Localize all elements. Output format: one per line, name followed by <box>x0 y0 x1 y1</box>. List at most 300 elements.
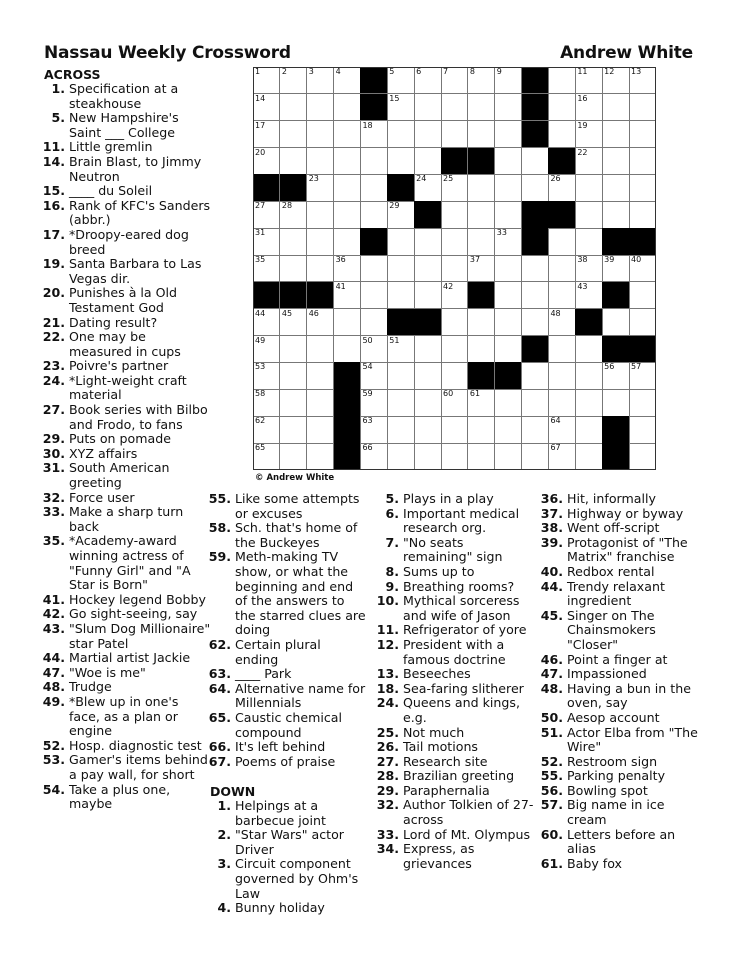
clue-text: Book series with Bilbo and Frodo, to fans <box>69 402 208 432</box>
grid-cell[interactable] <box>575 174 602 201</box>
grid-cell[interactable] <box>468 174 495 201</box>
clue-text: ____ Park <box>235 666 292 682</box>
grid-cell[interactable] <box>468 416 495 443</box>
grid-block <box>468 148 495 175</box>
cell-number: 33 <box>496 228 507 238</box>
grid-cell[interactable] <box>548 362 575 389</box>
clue-text: Force user <box>69 489 135 505</box>
clue-text: Hit, informally <box>567 491 656 506</box>
clue-number: 62. <box>208 636 231 652</box>
grid-cell[interactable] <box>414 94 441 121</box>
grid-cell[interactable] <box>334 255 361 282</box>
clue-number: 24. <box>376 695 399 711</box>
grid-cell[interactable] <box>307 201 334 228</box>
grid-cell[interactable] <box>307 174 334 201</box>
clue-item <box>375 842 535 871</box>
grid-cell[interactable] <box>387 443 414 470</box>
cell-number: 57 <box>631 362 642 372</box>
clue-item <box>539 507 704 522</box>
grid-cell[interactable] <box>495 255 522 282</box>
grid-cell[interactable] <box>441 67 468 94</box>
grid-cell[interactable] <box>575 67 602 94</box>
grid-cell[interactable] <box>414 67 441 94</box>
grid-cell[interactable] <box>441 336 468 363</box>
clue-item <box>375 536 535 565</box>
grid-cell[interactable] <box>522 389 549 416</box>
clue-text: Hosp. diagnostic test <box>69 737 202 753</box>
grid-cell[interactable] <box>414 255 441 282</box>
grid-cell[interactable] <box>307 255 334 282</box>
grid-cell[interactable] <box>575 336 602 363</box>
grid-cell[interactable] <box>495 67 522 94</box>
grid-cell[interactable] <box>360 362 387 389</box>
grid-cell[interactable] <box>307 416 334 443</box>
clue-text: Bunny holiday <box>235 900 325 916</box>
grid-cell[interactable] <box>334 174 361 201</box>
grid-cell[interactable] <box>360 148 387 175</box>
grid-cell[interactable] <box>468 228 495 255</box>
grid-cell[interactable] <box>495 201 522 228</box>
grid-block <box>602 416 629 443</box>
grid-cell[interactable] <box>468 443 495 470</box>
clue-number: 37. <box>540 505 563 521</box>
grid-cell[interactable] <box>360 282 387 309</box>
grid-cell[interactable] <box>253 94 280 121</box>
grid-cell[interactable] <box>575 94 602 121</box>
grid-cell[interactable] <box>280 362 307 389</box>
grid-cell[interactable] <box>468 201 495 228</box>
grid-cell[interactable] <box>253 336 280 363</box>
clue-item <box>207 492 367 521</box>
clue-number: 50. <box>540 709 563 725</box>
grid-block <box>280 174 307 201</box>
grid-cell[interactable] <box>253 228 280 255</box>
clue-text: Point a finger at <box>567 651 668 667</box>
grid-cell[interactable] <box>414 228 441 255</box>
grid-cell[interactable] <box>575 416 602 443</box>
grid-cell[interactable] <box>495 174 522 201</box>
clue-item <box>41 111 211 140</box>
grid-cell[interactable] <box>334 201 361 228</box>
clue-item <box>41 447 211 462</box>
grid-cell[interactable] <box>387 362 414 389</box>
grid-block <box>602 336 629 363</box>
cell-number: 29 <box>389 201 400 211</box>
grid-cell[interactable] <box>575 255 602 282</box>
grid-cell[interactable] <box>495 282 522 309</box>
grid-cell[interactable] <box>253 309 280 336</box>
grid-cell[interactable] <box>307 94 334 121</box>
grid-cell[interactable] <box>629 389 656 416</box>
grid-cell[interactable] <box>629 121 656 148</box>
grid-cell[interactable] <box>280 67 307 94</box>
grid-cell[interactable] <box>548 336 575 363</box>
grid-cell[interactable] <box>495 121 522 148</box>
clue-text: Specification at a steakhouse <box>69 81 179 111</box>
grid-cell[interactable] <box>441 309 468 336</box>
clue-text: Poivre's partner <box>69 358 169 374</box>
clue-text: Alternative name for Millennials <box>235 680 366 711</box>
grid-cell[interactable] <box>307 389 334 416</box>
grid-cell[interactable] <box>441 228 468 255</box>
clue-text: Puts on pomade <box>69 431 171 447</box>
grid-cell[interactable] <box>307 336 334 363</box>
cell-number: 64 <box>550 416 561 426</box>
grid-block <box>548 201 575 228</box>
grid-cell[interactable] <box>602 389 629 416</box>
grid-cell[interactable] <box>253 121 280 148</box>
grid-cell[interactable] <box>602 255 629 282</box>
clue-text: New Hampshire's Saint ___ College <box>69 110 179 140</box>
grid-cell[interactable] <box>441 362 468 389</box>
grid-cell[interactable] <box>414 148 441 175</box>
cell-number: 39 <box>604 255 615 265</box>
grid-cell[interactable] <box>495 443 522 470</box>
grid-cell[interactable] <box>253 148 280 175</box>
grid-cell[interactable] <box>280 121 307 148</box>
clue-number: 25. <box>376 724 399 740</box>
grid-cell[interactable] <box>387 148 414 175</box>
grid-block <box>334 443 361 470</box>
grid-cell[interactable] <box>602 174 629 201</box>
cell-number: 56 <box>604 362 615 372</box>
clue-text: Having a bun in the oven, say <box>567 680 691 711</box>
grid-cell[interactable] <box>548 67 575 94</box>
grid-cell[interactable] <box>414 443 441 470</box>
grid-cell[interactable] <box>468 309 495 336</box>
grid-cell[interactable] <box>360 255 387 282</box>
grid-block <box>360 94 387 121</box>
grid-cell[interactable] <box>602 94 629 121</box>
clue-number: 40. <box>540 563 563 579</box>
grid-cell[interactable] <box>468 94 495 121</box>
clue-item <box>375 594 535 623</box>
grid-cell[interactable] <box>360 121 387 148</box>
clue-text: Paraphernalia <box>403 782 490 798</box>
grid-cell[interactable] <box>629 416 656 443</box>
clue-item <box>539 667 704 682</box>
grid-cell[interactable] <box>441 121 468 148</box>
grid-cell[interactable] <box>280 148 307 175</box>
grid-cell[interactable] <box>468 389 495 416</box>
grid-cell[interactable] <box>414 336 441 363</box>
cell-number: 3 <box>308 67 314 76</box>
grid-cell[interactable] <box>548 174 575 201</box>
clue-number: 35. <box>42 533 65 549</box>
grid-block <box>414 201 441 228</box>
grid-cell[interactable] <box>441 389 468 416</box>
cell-number: 65 <box>255 443 266 453</box>
clue-item <box>41 184 211 199</box>
grid-cell[interactable] <box>334 121 361 148</box>
cell-number: 50 <box>362 335 373 345</box>
grid-cell[interactable] <box>334 94 361 121</box>
grid-cell[interactable] <box>307 148 334 175</box>
clue-number: 48. <box>42 679 65 695</box>
grid-cell[interactable] <box>629 362 656 389</box>
author-name: Andrew White <box>560 43 693 63</box>
grid-cell[interactable] <box>334 309 361 336</box>
grid-cell[interactable] <box>548 389 575 416</box>
grid-cell[interactable] <box>280 255 307 282</box>
grid-cell[interactable] <box>360 309 387 336</box>
grid-cell[interactable] <box>253 362 280 389</box>
grid-cell[interactable] <box>387 228 414 255</box>
grid-cell[interactable] <box>495 148 522 175</box>
grid-cell[interactable] <box>360 443 387 470</box>
grid-cell[interactable] <box>548 228 575 255</box>
grid-cell[interactable] <box>495 309 522 336</box>
grid-cell[interactable] <box>495 94 522 121</box>
grid-cell[interactable] <box>441 201 468 228</box>
grid-cell[interactable] <box>602 121 629 148</box>
grid-cell[interactable] <box>495 416 522 443</box>
grid-cell[interactable] <box>253 201 280 228</box>
grid-cell[interactable] <box>334 282 361 309</box>
cell-number: 31 <box>255 228 266 238</box>
grid-cell[interactable] <box>522 309 549 336</box>
grid-cell[interactable] <box>495 389 522 416</box>
grid-cell[interactable] <box>602 362 629 389</box>
grid-cell[interactable] <box>441 282 468 309</box>
grid-cell[interactable] <box>441 174 468 201</box>
grid-cell[interactable] <box>522 282 549 309</box>
clue-item <box>375 726 535 741</box>
clue-text: Go sight-seeing, say <box>69 606 198 622</box>
clue-item <box>539 682 704 711</box>
clue-text: Caustic chemical compound <box>235 709 342 740</box>
grid-cell[interactable] <box>575 228 602 255</box>
grid-cell[interactable] <box>360 201 387 228</box>
clue-number: 46. <box>540 651 563 667</box>
clue-text: Like some attempts or excuses <box>235 491 360 521</box>
clue-text: Aesop account <box>567 709 660 725</box>
cell-number: 66 <box>362 443 373 453</box>
clue-text: Beseeches <box>403 666 471 682</box>
grid-cell[interactable] <box>602 309 629 336</box>
grid-cell[interactable] <box>575 389 602 416</box>
cell-number: 16 <box>577 93 588 103</box>
grid-cell[interactable] <box>307 67 334 94</box>
grid-cell[interactable] <box>548 255 575 282</box>
grid-cell[interactable] <box>387 201 414 228</box>
cell-number: 44 <box>255 308 266 318</box>
grid-cell[interactable] <box>629 94 656 121</box>
grid-cell[interactable] <box>629 174 656 201</box>
cell-number: 41 <box>335 281 346 291</box>
grid-cell[interactable] <box>575 282 602 309</box>
grid-cell[interactable] <box>414 282 441 309</box>
grid-cell[interactable] <box>414 121 441 148</box>
cell-number: 67 <box>550 443 561 453</box>
grid-cell[interactable] <box>307 121 334 148</box>
clue-item <box>539 711 704 726</box>
grid-cell[interactable] <box>629 255 656 282</box>
grid-cell[interactable] <box>253 416 280 443</box>
clue-number: 67. <box>208 753 231 769</box>
clue-number: 43. <box>42 620 65 636</box>
clue-number: 6. <box>385 505 399 521</box>
cell-number: 2 <box>281 67 287 76</box>
clue-item <box>41 666 211 681</box>
grid-cell[interactable] <box>629 309 656 336</box>
clue-number: 59. <box>208 549 231 565</box>
clue-item <box>41 607 211 622</box>
grid-cell[interactable] <box>334 67 361 94</box>
grid-cell[interactable] <box>387 94 414 121</box>
grid-block <box>548 148 575 175</box>
grid-cell[interactable] <box>575 201 602 228</box>
copyright-notice: © Andrew White <box>255 473 335 483</box>
grid-cell[interactable] <box>629 282 656 309</box>
grid-cell[interactable] <box>387 121 414 148</box>
clue-number: 15. <box>42 183 65 199</box>
cell-number: 45 <box>281 308 293 318</box>
clue-item <box>207 521 367 550</box>
grid-cell[interactable] <box>468 336 495 363</box>
grid-cell[interactable] <box>468 67 495 94</box>
grid-cell[interactable] <box>334 228 361 255</box>
grid-cell[interactable] <box>575 362 602 389</box>
grid-cell[interactable] <box>360 174 387 201</box>
clue-text: Redbox rental <box>567 563 655 579</box>
cell-number: 15 <box>389 93 400 103</box>
clue-number: 29. <box>42 431 65 447</box>
grid-cell[interactable] <box>280 389 307 416</box>
clue-number: 32. <box>42 489 65 505</box>
grid-cell[interactable] <box>387 282 414 309</box>
grid-cell[interactable] <box>387 389 414 416</box>
grid-cell[interactable] <box>629 67 656 94</box>
grid-cell[interactable] <box>414 416 441 443</box>
grid-cell[interactable] <box>441 443 468 470</box>
grid-cell[interactable] <box>548 94 575 121</box>
clue-text: Letters before an alias <box>567 826 676 857</box>
grid-cell[interactable] <box>548 121 575 148</box>
clue-text: Circuit component governed by Ohm's Law <box>235 856 359 901</box>
clue-item <box>41 461 211 490</box>
grid-cell[interactable] <box>253 255 280 282</box>
clue-text: Punishes à la Old Testament God <box>69 285 178 315</box>
grid-cell[interactable] <box>548 282 575 309</box>
grid-cell[interactable] <box>522 255 549 282</box>
grid-cell[interactable] <box>522 148 549 175</box>
grid-cell[interactable] <box>307 443 334 470</box>
cell-number: 12 <box>604 67 615 76</box>
grid-cell[interactable] <box>548 309 575 336</box>
grid-cell[interactable] <box>280 228 307 255</box>
clue-text: "Woe is me" <box>69 664 146 680</box>
grid-cell[interactable] <box>360 336 387 363</box>
grid-cell[interactable] <box>334 148 361 175</box>
grid-cell[interactable] <box>548 416 575 443</box>
grid-cell[interactable] <box>280 443 307 470</box>
grid-cell[interactable] <box>522 362 549 389</box>
down-clues-list-3 <box>539 492 704 871</box>
grid-cell[interactable] <box>468 255 495 282</box>
clue-number: 53. <box>42 752 65 768</box>
grid-cell[interactable] <box>360 416 387 443</box>
grid-cell[interactable] <box>307 362 334 389</box>
clue-item <box>207 857 367 901</box>
grid-cell[interactable] <box>414 362 441 389</box>
grid-cell[interactable] <box>548 443 575 470</box>
clue-item <box>41 432 211 447</box>
grid-cell[interactable] <box>522 174 549 201</box>
cell-number: 36 <box>335 255 346 265</box>
clue-number: 41. <box>42 591 65 607</box>
clue-item <box>207 667 367 682</box>
grid-cell[interactable] <box>280 94 307 121</box>
grid-cell[interactable] <box>495 336 522 363</box>
grid-cell[interactable] <box>387 67 414 94</box>
grid-cell[interactable] <box>602 148 629 175</box>
clue-text: Important medical research org. <box>403 505 520 536</box>
clue-item <box>41 403 211 432</box>
grid-cell[interactable] <box>307 228 334 255</box>
grid-cell[interactable] <box>307 309 334 336</box>
grid-cell[interactable] <box>414 174 441 201</box>
cell-number: 9 <box>496 67 502 76</box>
grid-block <box>253 174 280 201</box>
clue-item <box>375 784 535 799</box>
grid-cell[interactable] <box>387 336 414 363</box>
clue-item <box>207 711 367 740</box>
grid-cell[interactable] <box>575 148 602 175</box>
crossword-grid[interactable] <box>253 67 656 470</box>
clue-number: 57. <box>540 797 563 813</box>
clue-item <box>41 359 211 374</box>
grid-cell[interactable] <box>575 121 602 148</box>
grid-cell[interactable] <box>253 67 280 94</box>
grid-cell[interactable] <box>522 443 549 470</box>
grid-cell[interactable] <box>414 389 441 416</box>
grid-cell[interactable] <box>280 201 307 228</box>
grid-cell[interactable] <box>387 255 414 282</box>
grid-cell[interactable] <box>629 201 656 228</box>
grid-cell[interactable] <box>495 228 522 255</box>
grid-cell[interactable] <box>253 443 280 470</box>
grid-cell[interactable] <box>253 389 280 416</box>
grid-cell[interactable] <box>522 416 549 443</box>
clue-text: Martial artist Jackie <box>69 650 191 666</box>
grid-cell[interactable] <box>468 121 495 148</box>
grid-block <box>307 282 334 309</box>
grid-cell[interactable] <box>602 201 629 228</box>
grid-block <box>522 121 549 148</box>
clue-item <box>41 374 211 403</box>
grid-cell[interactable] <box>387 416 414 443</box>
grid-cell[interactable] <box>280 416 307 443</box>
grid-cell[interactable] <box>441 255 468 282</box>
grid-cell[interactable] <box>360 389 387 416</box>
grid-cell[interactable] <box>441 416 468 443</box>
clue-number: 17. <box>42 226 65 242</box>
grid-cell[interactable] <box>575 443 602 470</box>
down-heading: DOWN <box>210 784 256 799</box>
grid-cell[interactable] <box>602 67 629 94</box>
clue-text: Express, as grievances <box>403 841 475 871</box>
grid-cell[interactable] <box>334 336 361 363</box>
cell-number: 60 <box>443 389 454 399</box>
grid-cell[interactable] <box>441 94 468 121</box>
grid-cell[interactable] <box>280 336 307 363</box>
grid-cell[interactable] <box>629 148 656 175</box>
grid-block <box>602 228 629 255</box>
clue-number: 45. <box>540 607 563 623</box>
grid-cell[interactable] <box>629 443 656 470</box>
grid-cell[interactable] <box>280 309 307 336</box>
